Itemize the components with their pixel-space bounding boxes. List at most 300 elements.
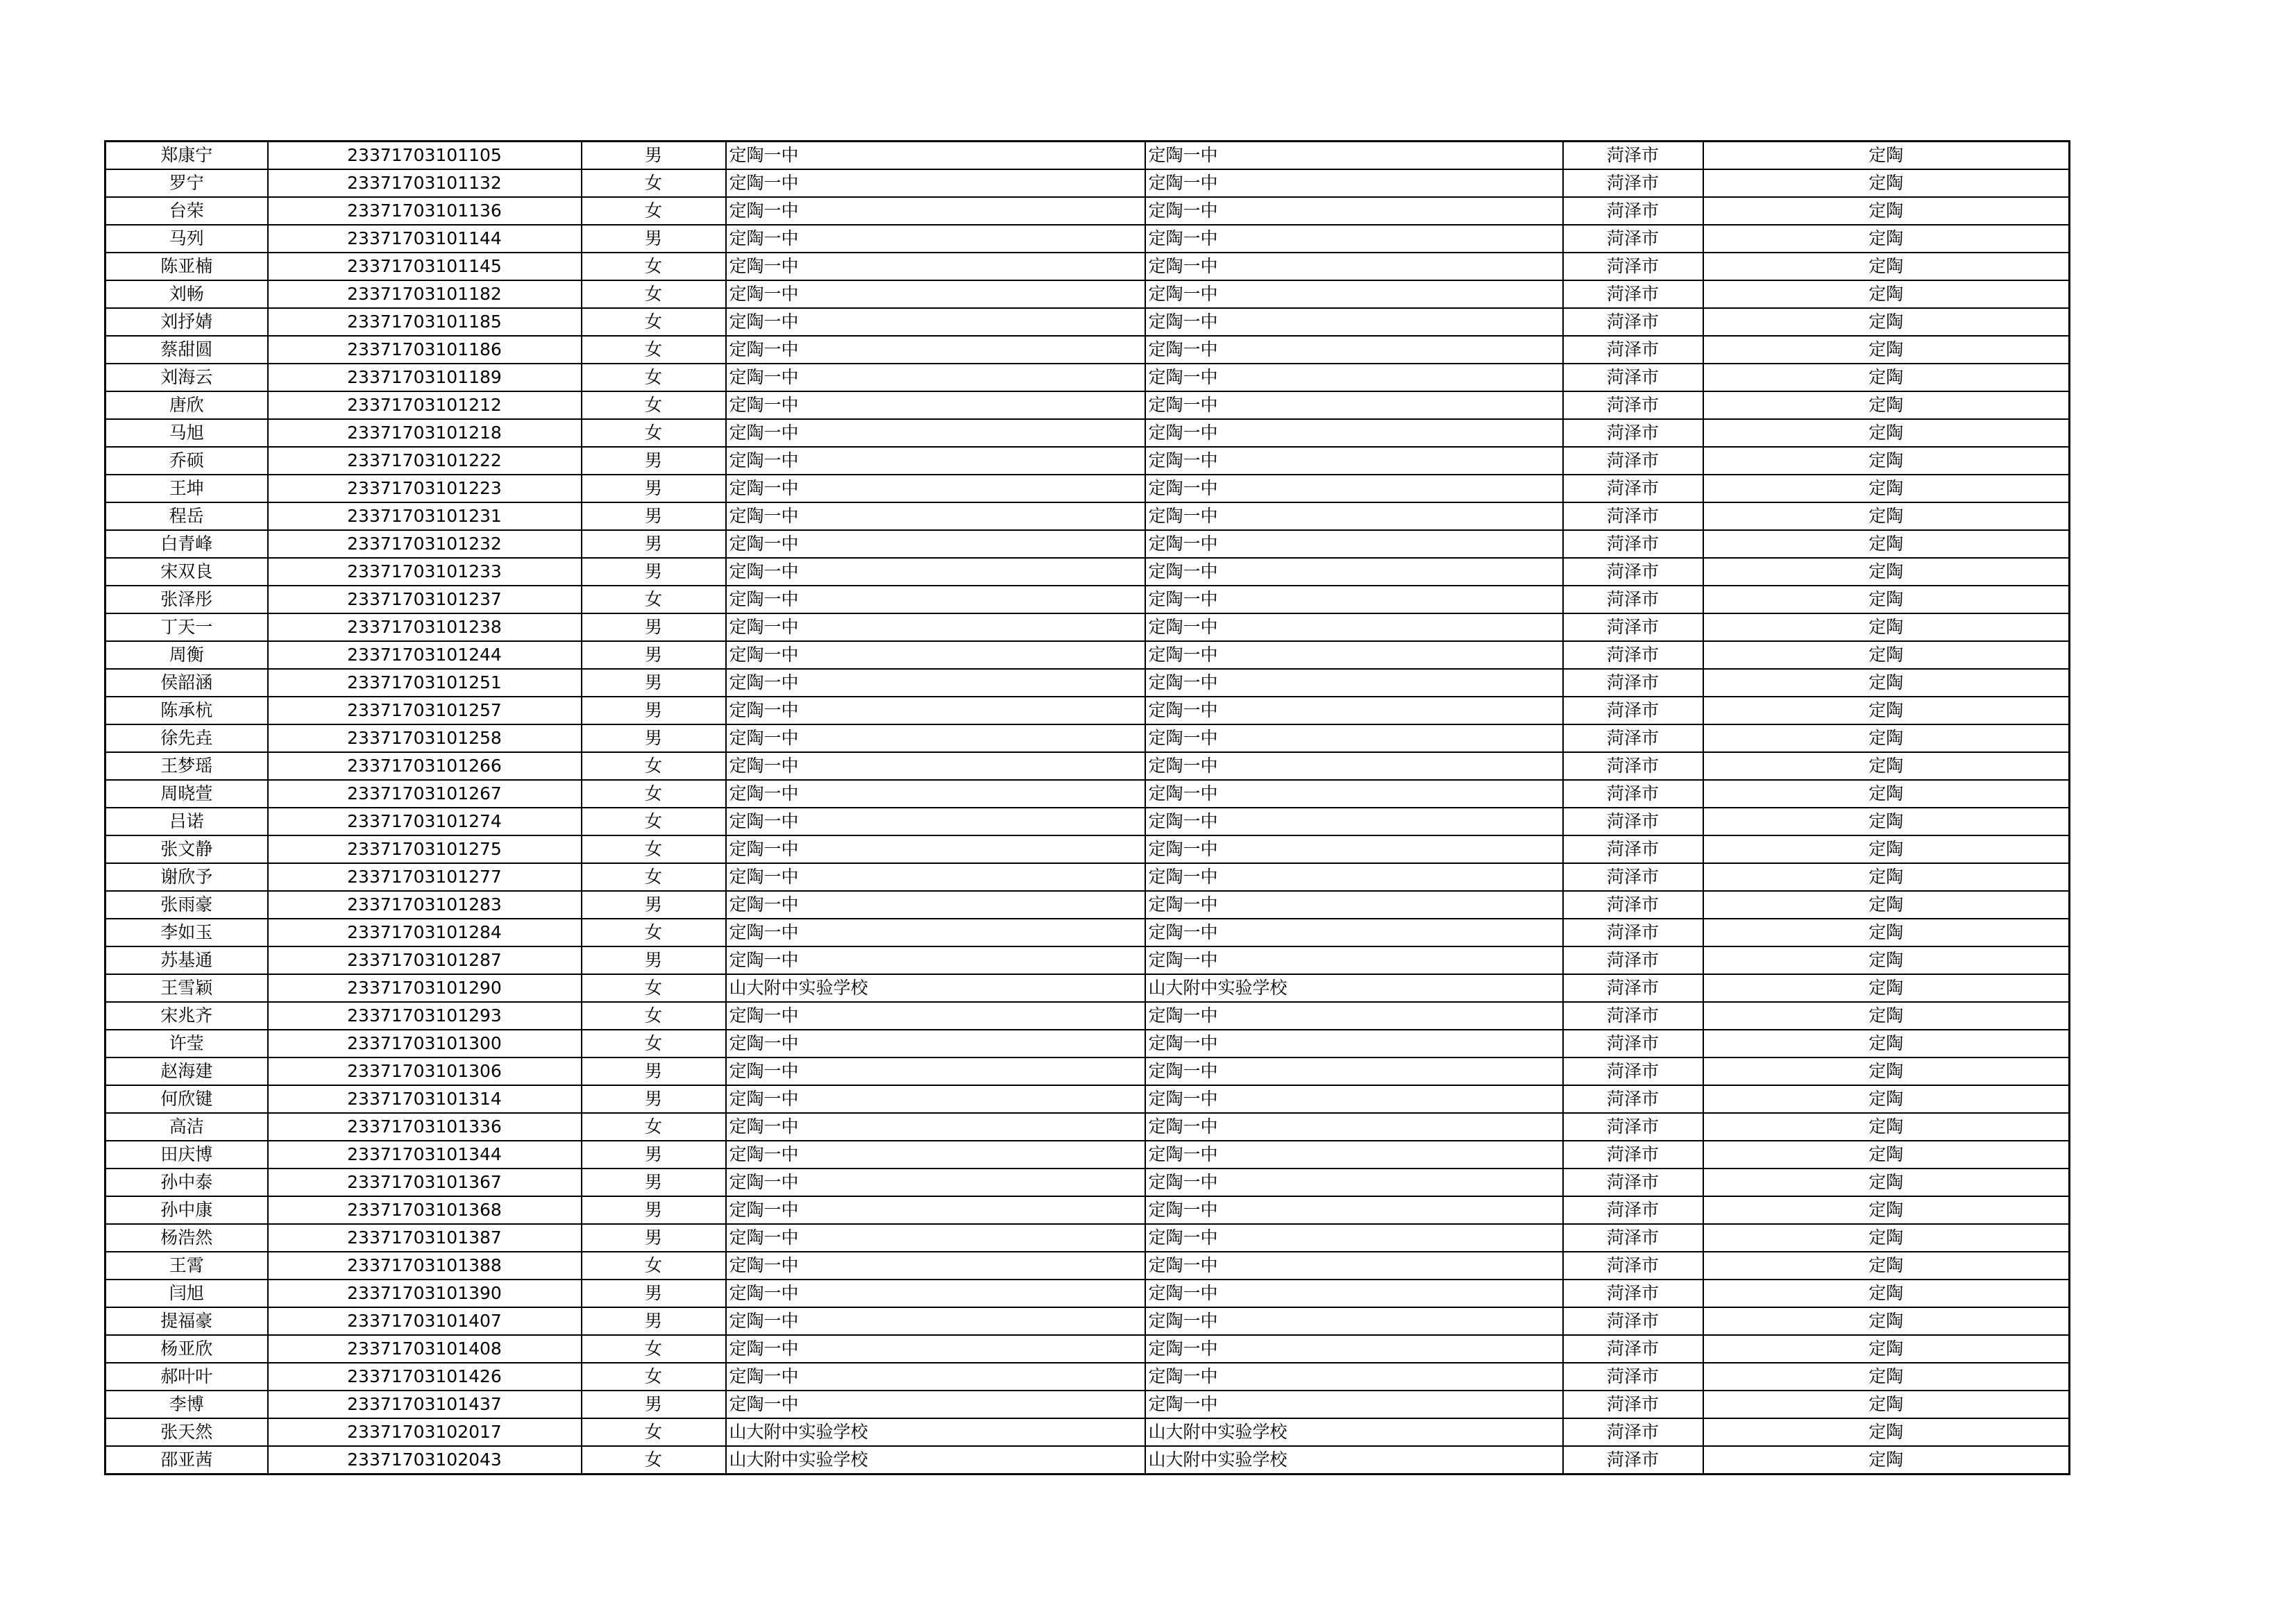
table-row — [105, 308, 2070, 336]
table-row — [105, 613, 2070, 641]
table-row — [105, 558, 2070, 586]
city-cell: 菏泽市 — [1563, 1418, 1703, 1446]
id-cell: 23371703101105 — [268, 142, 582, 170]
table-row — [105, 1196, 2070, 1224]
table-row — [105, 808, 2070, 835]
gender-cell: 女 — [582, 308, 726, 336]
exam-site-cell: 定陶一中 — [1145, 724, 1563, 752]
name-cell: 徐先垚 — [105, 724, 268, 752]
exam-site-cell: 定陶一中 — [1145, 697, 1563, 724]
city-cell: 菏泽市 — [1563, 1113, 1703, 1141]
table-row — [105, 1391, 2070, 1418]
name-cell: 何欣键 — [105, 1085, 268, 1113]
id-cell: 23371703101267 — [268, 780, 582, 808]
exam-site-cell: 定陶一中 — [1145, 419, 1563, 447]
id-cell: 23371703101388 — [268, 1252, 582, 1280]
table-row — [105, 974, 2070, 1002]
id-cell: 23371703102043 — [268, 1446, 582, 1475]
county-cell: 定陶 — [1703, 1363, 2070, 1391]
gender-cell: 女 — [582, 336, 726, 364]
city-cell: 菏泽市 — [1563, 1196, 1703, 1224]
county-cell: 定陶 — [1703, 280, 2070, 308]
county-cell: 定陶 — [1703, 835, 2070, 863]
id-cell: 23371703101426 — [268, 1363, 582, 1391]
county-cell: 定陶 — [1703, 1446, 2070, 1475]
gender-cell: 女 — [582, 169, 726, 197]
table-row — [105, 1224, 2070, 1252]
city-cell: 菏泽市 — [1563, 1252, 1703, 1280]
table-row — [105, 419, 2070, 447]
city-cell: 菏泽市 — [1563, 1280, 1703, 1307]
exam-site-cell: 定陶一中 — [1145, 1169, 1563, 1196]
id-cell: 23371703101314 — [268, 1085, 582, 1113]
name-cell: 许莹 — [105, 1030, 268, 1057]
table-row — [105, 946, 2070, 974]
county-cell: 定陶 — [1703, 169, 2070, 197]
exam-site-cell: 定陶一中 — [1145, 752, 1563, 780]
table-row — [105, 530, 2070, 558]
exam-site-cell: 定陶一中 — [1145, 1141, 1563, 1169]
id-cell: 23371703101407 — [268, 1307, 582, 1335]
exam-site-cell: 定陶一中 — [1145, 447, 1563, 475]
gender-cell: 女 — [582, 1252, 726, 1280]
city-cell: 菏泽市 — [1563, 641, 1703, 669]
county-cell: 定陶 — [1703, 197, 2070, 225]
gender-cell: 男 — [582, 1307, 726, 1335]
city-cell: 菏泽市 — [1563, 475, 1703, 502]
table-row — [105, 752, 2070, 780]
school-cell: 定陶一中 — [726, 641, 1145, 669]
county-cell: 定陶 — [1703, 1169, 2070, 1196]
city-cell: 菏泽市 — [1563, 919, 1703, 946]
school-cell: 定陶一中 — [726, 1252, 1145, 1280]
school-cell: 山大附中实验学校 — [726, 1418, 1145, 1446]
exam-site-cell: 定陶一中 — [1145, 1113, 1563, 1141]
table-row — [105, 1335, 2070, 1363]
name-cell: 王雪颖 — [105, 974, 268, 1002]
name-cell: 周衡 — [105, 641, 268, 669]
exam-site-cell: 定陶一中 — [1145, 280, 1563, 308]
city-cell: 菏泽市 — [1563, 1057, 1703, 1085]
table-row — [105, 1085, 2070, 1113]
id-cell: 23371703101223 — [268, 475, 582, 502]
name-cell: 郑康宁 — [105, 142, 268, 170]
city-cell: 菏泽市 — [1563, 169, 1703, 197]
id-cell: 23371703101293 — [268, 1002, 582, 1030]
table-row — [105, 1252, 2070, 1280]
id-cell: 23371703101185 — [268, 308, 582, 336]
school-cell: 定陶一中 — [726, 1335, 1145, 1363]
id-cell: 23371703101238 — [268, 613, 582, 641]
name-cell: 周晓萱 — [105, 780, 268, 808]
name-cell: 赵海建 — [105, 1057, 268, 1085]
city-cell: 菏泽市 — [1563, 863, 1703, 891]
school-cell: 定陶一中 — [726, 891, 1145, 919]
city-cell: 菏泽市 — [1563, 336, 1703, 364]
name-cell: 刘畅 — [105, 280, 268, 308]
table-row — [105, 1057, 2070, 1085]
gender-cell: 男 — [582, 669, 726, 697]
county-cell: 定陶 — [1703, 253, 2070, 280]
name-cell: 罗宁 — [105, 169, 268, 197]
id-cell: 23371703101144 — [268, 225, 582, 253]
school-cell: 定陶一中 — [726, 669, 1145, 697]
school-cell: 山大附中实验学校 — [726, 974, 1145, 1002]
name-cell: 郝叶叶 — [105, 1363, 268, 1391]
school-cell: 定陶一中 — [726, 1002, 1145, 1030]
name-cell: 马旭 — [105, 419, 268, 447]
name-cell: 邵亚茜 — [105, 1446, 268, 1475]
gender-cell: 女 — [582, 364, 726, 391]
gender-cell: 男 — [582, 530, 726, 558]
county-cell: 定陶 — [1703, 752, 2070, 780]
id-cell: 23371703101390 — [268, 1280, 582, 1307]
gender-cell: 女 — [582, 1418, 726, 1446]
school-cell: 定陶一中 — [726, 1307, 1145, 1335]
id-cell: 23371703101274 — [268, 808, 582, 835]
name-cell: 侯韶涵 — [105, 669, 268, 697]
city-cell: 菏泽市 — [1563, 253, 1703, 280]
gender-cell: 男 — [582, 1280, 726, 1307]
exam-site-cell: 定陶一中 — [1145, 669, 1563, 697]
id-cell: 23371703101212 — [268, 391, 582, 419]
city-cell: 菏泽市 — [1563, 558, 1703, 586]
name-cell: 张文静 — [105, 835, 268, 863]
gender-cell: 女 — [582, 1363, 726, 1391]
gender-cell: 女 — [582, 863, 726, 891]
gender-cell: 女 — [582, 419, 726, 447]
name-cell: 田庆博 — [105, 1141, 268, 1169]
city-cell: 菏泽市 — [1563, 225, 1703, 253]
gender-cell: 女 — [582, 1002, 726, 1030]
gender-cell: 男 — [582, 613, 726, 641]
gender-cell: 女 — [582, 808, 726, 835]
county-cell: 定陶 — [1703, 1307, 2070, 1335]
table-row — [105, 724, 2070, 752]
school-cell: 定陶一中 — [726, 1113, 1145, 1141]
exam-site-cell: 定陶一中 — [1145, 780, 1563, 808]
table-row — [105, 364, 2070, 391]
city-cell: 菏泽市 — [1563, 752, 1703, 780]
id-cell: 23371703101251 — [268, 669, 582, 697]
school-cell: 定陶一中 — [726, 1280, 1145, 1307]
exam-site-cell: 定陶一中 — [1145, 169, 1563, 197]
gender-cell: 男 — [582, 946, 726, 974]
school-cell: 定陶一中 — [726, 808, 1145, 835]
table-row — [105, 1002, 2070, 1030]
school-cell: 定陶一中 — [726, 308, 1145, 336]
school-cell: 定陶一中 — [726, 197, 1145, 225]
name-cell: 宋双良 — [105, 558, 268, 586]
city-cell: 菏泽市 — [1563, 1085, 1703, 1113]
id-cell: 23371703101258 — [268, 724, 582, 752]
exam-site-cell: 定陶一中 — [1145, 558, 1563, 586]
gender-cell: 男 — [582, 1169, 726, 1196]
city-cell: 菏泽市 — [1563, 780, 1703, 808]
city-cell: 菏泽市 — [1563, 724, 1703, 752]
gender-cell: 男 — [582, 1085, 726, 1113]
school-cell: 定陶一中 — [726, 697, 1145, 724]
gender-cell: 男 — [582, 1391, 726, 1418]
exam-site-cell: 定陶一中 — [1145, 946, 1563, 974]
exam-site-cell: 定陶一中 — [1145, 919, 1563, 946]
county-cell: 定陶 — [1703, 891, 2070, 919]
county-cell: 定陶 — [1703, 225, 2070, 253]
school-cell: 定陶一中 — [726, 558, 1145, 586]
table-row — [105, 253, 2070, 280]
city-cell: 菏泽市 — [1563, 1391, 1703, 1418]
county-cell: 定陶 — [1703, 1391, 2070, 1418]
table-row — [105, 1363, 2070, 1391]
id-cell: 23371703101368 — [268, 1196, 582, 1224]
gender-cell: 女 — [582, 586, 726, 613]
gender-cell: 男 — [582, 641, 726, 669]
table-row — [105, 919, 2070, 946]
county-cell: 定陶 — [1703, 1002, 2070, 1030]
gender-cell: 女 — [582, 391, 726, 419]
exam-site-cell: 定陶一中 — [1145, 1030, 1563, 1057]
school-cell: 定陶一中 — [726, 724, 1145, 752]
gender-cell: 男 — [582, 558, 726, 586]
gender-cell: 女 — [582, 974, 726, 1002]
county-cell: 定陶 — [1703, 1280, 2070, 1307]
exam-site-cell: 山大附中实验学校 — [1145, 1446, 1563, 1475]
table-row — [105, 475, 2070, 502]
name-cell: 台荣 — [105, 197, 268, 225]
name-cell: 王坤 — [105, 475, 268, 502]
exam-site-cell: 定陶一中 — [1145, 1224, 1563, 1252]
exam-site-cell: 定陶一中 — [1145, 586, 1563, 613]
school-cell: 定陶一中 — [726, 1030, 1145, 1057]
id-cell: 23371703101283 — [268, 891, 582, 919]
county-cell: 定陶 — [1703, 475, 2070, 502]
id-cell: 23371703101408 — [268, 1335, 582, 1363]
name-cell: 蔡甜圆 — [105, 336, 268, 364]
exam-site-cell: 定陶一中 — [1145, 808, 1563, 835]
city-cell: 菏泽市 — [1563, 1335, 1703, 1363]
exam-site-cell: 定陶一中 — [1145, 1196, 1563, 1224]
city-cell: 菏泽市 — [1563, 835, 1703, 863]
id-cell: 23371703101189 — [268, 364, 582, 391]
exam-site-cell: 定陶一中 — [1145, 142, 1563, 170]
gender-cell: 女 — [582, 1113, 726, 1141]
county-cell: 定陶 — [1703, 142, 2070, 170]
county-cell: 定陶 — [1703, 808, 2070, 835]
gender-cell: 男 — [582, 724, 726, 752]
id-cell: 23371703101367 — [268, 1169, 582, 1196]
city-cell: 菏泽市 — [1563, 891, 1703, 919]
name-cell: 白青峰 — [105, 530, 268, 558]
exam-site-cell: 定陶一中 — [1145, 1391, 1563, 1418]
name-cell: 刘抒婧 — [105, 308, 268, 336]
city-cell: 菏泽市 — [1563, 974, 1703, 1002]
id-cell: 23371703101231 — [268, 502, 582, 530]
city-cell: 菏泽市 — [1563, 502, 1703, 530]
gender-cell: 男 — [582, 502, 726, 530]
table-row — [105, 1030, 2070, 1057]
id-cell: 23371703101186 — [268, 336, 582, 364]
id-cell: 23371703101387 — [268, 1224, 582, 1252]
city-cell: 菏泽市 — [1563, 1030, 1703, 1057]
school-cell: 定陶一中 — [726, 447, 1145, 475]
gender-cell: 女 — [582, 1030, 726, 1057]
county-cell: 定陶 — [1703, 613, 2070, 641]
county-cell: 定陶 — [1703, 502, 2070, 530]
table-row — [105, 336, 2070, 364]
id-cell: 23371703101145 — [268, 253, 582, 280]
gender-cell: 男 — [582, 475, 726, 502]
table-row — [105, 863, 2070, 891]
exam-site-cell: 定陶一中 — [1145, 1252, 1563, 1280]
name-cell: 闫旭 — [105, 1280, 268, 1307]
school-cell: 定陶一中 — [726, 586, 1145, 613]
city-cell: 菏泽市 — [1563, 1307, 1703, 1335]
table-row — [105, 197, 2070, 225]
school-cell: 定陶一中 — [726, 752, 1145, 780]
gender-cell: 男 — [582, 1057, 726, 1085]
city-cell: 菏泽市 — [1563, 613, 1703, 641]
id-cell: 23371703101284 — [268, 919, 582, 946]
county-cell: 定陶 — [1703, 641, 2070, 669]
id-cell: 23371703101136 — [268, 197, 582, 225]
gender-cell: 女 — [582, 1446, 726, 1475]
city-cell: 菏泽市 — [1563, 808, 1703, 835]
id-cell: 23371703101306 — [268, 1057, 582, 1085]
school-cell: 定陶一中 — [726, 835, 1145, 863]
city-cell: 菏泽市 — [1563, 697, 1703, 724]
school-cell: 定陶一中 — [726, 253, 1145, 280]
gender-cell: 女 — [582, 780, 726, 808]
table-row — [105, 669, 2070, 697]
table-row — [105, 169, 2070, 197]
gender-cell: 女 — [582, 919, 726, 946]
id-cell: 23371703101437 — [268, 1391, 582, 1418]
exam-site-cell: 定陶一中 — [1145, 891, 1563, 919]
table-row — [105, 891, 2070, 919]
name-cell: 孙中康 — [105, 1196, 268, 1224]
school-cell: 定陶一中 — [726, 225, 1145, 253]
id-cell: 23371703101275 — [268, 835, 582, 863]
exam-site-cell: 定陶一中 — [1145, 308, 1563, 336]
school-cell: 定陶一中 — [726, 1057, 1145, 1085]
id-cell: 23371703101277 — [268, 863, 582, 891]
county-cell: 定陶 — [1703, 1196, 2070, 1224]
name-cell: 李博 — [105, 1391, 268, 1418]
county-cell: 定陶 — [1703, 1113, 2070, 1141]
id-cell: 23371703101266 — [268, 752, 582, 780]
county-cell: 定陶 — [1703, 1335, 2070, 1363]
id-cell: 23371703101257 — [268, 697, 582, 724]
table-row — [105, 586, 2070, 613]
school-cell: 定陶一中 — [726, 1391, 1145, 1418]
name-cell: 杨亚欣 — [105, 1335, 268, 1363]
table-row — [105, 225, 2070, 253]
city-cell: 菏泽市 — [1563, 1363, 1703, 1391]
school-cell: 定陶一中 — [726, 780, 1145, 808]
county-cell: 定陶 — [1703, 780, 2070, 808]
id-cell: 23371703102017 — [268, 1418, 582, 1446]
name-cell: 马列 — [105, 225, 268, 253]
exam-site-cell: 定陶一中 — [1145, 1057, 1563, 1085]
school-cell: 定陶一中 — [726, 280, 1145, 308]
name-cell: 乔硕 — [105, 447, 268, 475]
city-cell: 菏泽市 — [1563, 280, 1703, 308]
name-cell: 王霄 — [105, 1252, 268, 1280]
id-cell: 23371703101233 — [268, 558, 582, 586]
county-cell: 定陶 — [1703, 558, 2070, 586]
school-cell: 定陶一中 — [726, 1141, 1145, 1169]
student-table — [104, 140, 2070, 1475]
table-row — [105, 447, 2070, 475]
city-cell: 菏泽市 — [1563, 1224, 1703, 1252]
id-cell: 23371703101244 — [268, 641, 582, 669]
id-cell: 23371703101344 — [268, 1141, 582, 1169]
school-cell: 定陶一中 — [726, 502, 1145, 530]
table-row — [105, 280, 2070, 308]
county-cell: 定陶 — [1703, 419, 2070, 447]
exam-site-cell: 定陶一中 — [1145, 502, 1563, 530]
county-cell: 定陶 — [1703, 1141, 2070, 1169]
table-row — [105, 1307, 2070, 1335]
county-cell: 定陶 — [1703, 1085, 2070, 1113]
id-cell: 23371703101132 — [268, 169, 582, 197]
gender-cell: 女 — [582, 1335, 726, 1363]
name-cell: 杨浩然 — [105, 1224, 268, 1252]
gender-cell: 男 — [582, 1196, 726, 1224]
city-cell: 菏泽市 — [1563, 1002, 1703, 1030]
table-row — [105, 1418, 2070, 1446]
school-cell: 定陶一中 — [726, 1363, 1145, 1391]
county-cell: 定陶 — [1703, 974, 2070, 1002]
school-cell: 定陶一中 — [726, 391, 1145, 419]
county-cell: 定陶 — [1703, 336, 2070, 364]
gender-cell: 女 — [582, 280, 726, 308]
name-cell: 高洁 — [105, 1113, 268, 1141]
exam-site-cell: 定陶一中 — [1145, 253, 1563, 280]
name-cell: 刘海云 — [105, 364, 268, 391]
school-cell: 定陶一中 — [726, 336, 1145, 364]
school-cell: 定陶一中 — [726, 613, 1145, 641]
exam-site-cell: 定陶一中 — [1145, 530, 1563, 558]
gender-cell: 女 — [582, 835, 726, 863]
county-cell: 定陶 — [1703, 724, 2070, 752]
gender-cell: 男 — [582, 142, 726, 170]
table-row — [105, 1169, 2070, 1196]
city-cell: 菏泽市 — [1563, 1169, 1703, 1196]
gender-cell: 男 — [582, 1224, 726, 1252]
id-cell: 23371703101300 — [268, 1030, 582, 1057]
name-cell: 陈亚楠 — [105, 253, 268, 280]
exam-site-cell: 定陶一中 — [1145, 475, 1563, 502]
county-cell: 定陶 — [1703, 669, 2070, 697]
county-cell: 定陶 — [1703, 1224, 2070, 1252]
gender-cell: 男 — [582, 225, 726, 253]
exam-site-cell: 山大附中实验学校 — [1145, 974, 1563, 1002]
county-cell: 定陶 — [1703, 1418, 2070, 1446]
gender-cell: 女 — [582, 752, 726, 780]
county-cell: 定陶 — [1703, 308, 2070, 336]
school-cell: 定陶一中 — [726, 946, 1145, 974]
school-cell: 定陶一中 — [726, 475, 1145, 502]
table-row — [105, 1113, 2070, 1141]
city-cell: 菏泽市 — [1563, 419, 1703, 447]
county-cell: 定陶 — [1703, 1057, 2070, 1085]
exam-site-cell: 定陶一中 — [1145, 1363, 1563, 1391]
exam-site-cell: 山大附中实验学校 — [1145, 1418, 1563, 1446]
county-cell: 定陶 — [1703, 863, 2070, 891]
id-cell: 23371703101336 — [268, 1113, 582, 1141]
table-row — [105, 502, 2070, 530]
